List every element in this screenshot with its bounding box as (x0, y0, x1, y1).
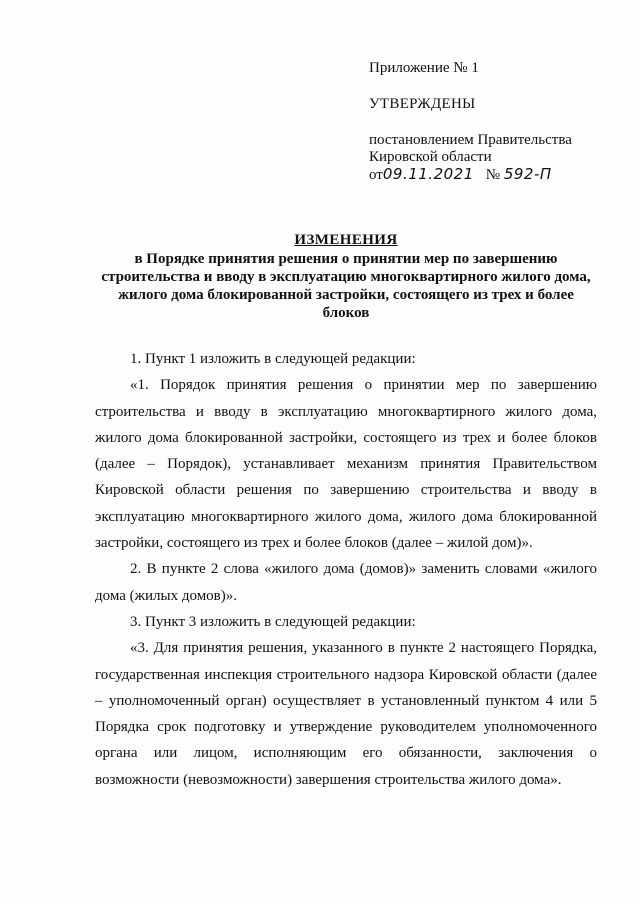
appendix-label: Приложение № 1 (369, 60, 479, 76)
decree-line-2: Кировской области (369, 149, 492, 165)
paragraph-4: 3. Пункт 3 изложить в следующей редакции: (130, 613, 416, 630)
handwritten-date: 09.11.2021 (382, 165, 474, 183)
paragraph-2: «1. Порядок принятия решения о принятии мер по завершению строительства и вводу в эксплуатацию многоквартирного жилого дома, жилого дома блокированной застройки, состоящего из трех и более блоков (далее – Порядок), устанавливает механизм принятия Правительством Кировской области решения по завершению строительства и вводу в эксплуатацию многоквартирного жилого дома, жилого дома блокированной застройки, состоящего из трех и более блоков (далее – жилой дом)». (95, 377, 597, 552)
paragraph-3: 2. В пункте 2 слова «жилого дома (домов)» заменить словами «жилого дома (жилых домов)». (95, 561, 597, 604)
date-number-line (369, 166, 619, 184)
date-prefix: от (369, 167, 383, 183)
document-subtitle: в Порядке принятия решения о принятии мер по завершению строительства и вводу в эксплуатацию многоквартирного жилого дома, жилого дома блокированной застройки, состоящего из трех и более блоков (101, 251, 591, 321)
decree-line-1: постановлением Правительства (369, 132, 572, 148)
handwritten-number: 592-П (503, 165, 552, 183)
document-title: ИЗМЕНЕНИЯ (294, 232, 398, 248)
paragraph-1: 1. Пункт 1 изложить в следующей редакции: (130, 351, 416, 367)
paragraph-5: «3. Для принятия решения, указанного в пункте 2 настоящего Порядка, государственная инспекция строительного надзора Кировской области (далее – уполномоченный орган) осуществляет в установленный пунктом 4 или 5 Порядка срок подготовку и утверждение руководителем уполномоченного органа или лицом, исполняющим его обязанности, заключения о возможности (невозможности) завершения строительства жилого дома». (95, 640, 597, 788)
title-block (96, 231, 596, 322)
number-prefix: № (485, 167, 501, 183)
document-body (95, 346, 597, 793)
approved-label: УТВЕРЖДЕНЫ (369, 96, 476, 112)
approval-block (369, 60, 619, 184)
